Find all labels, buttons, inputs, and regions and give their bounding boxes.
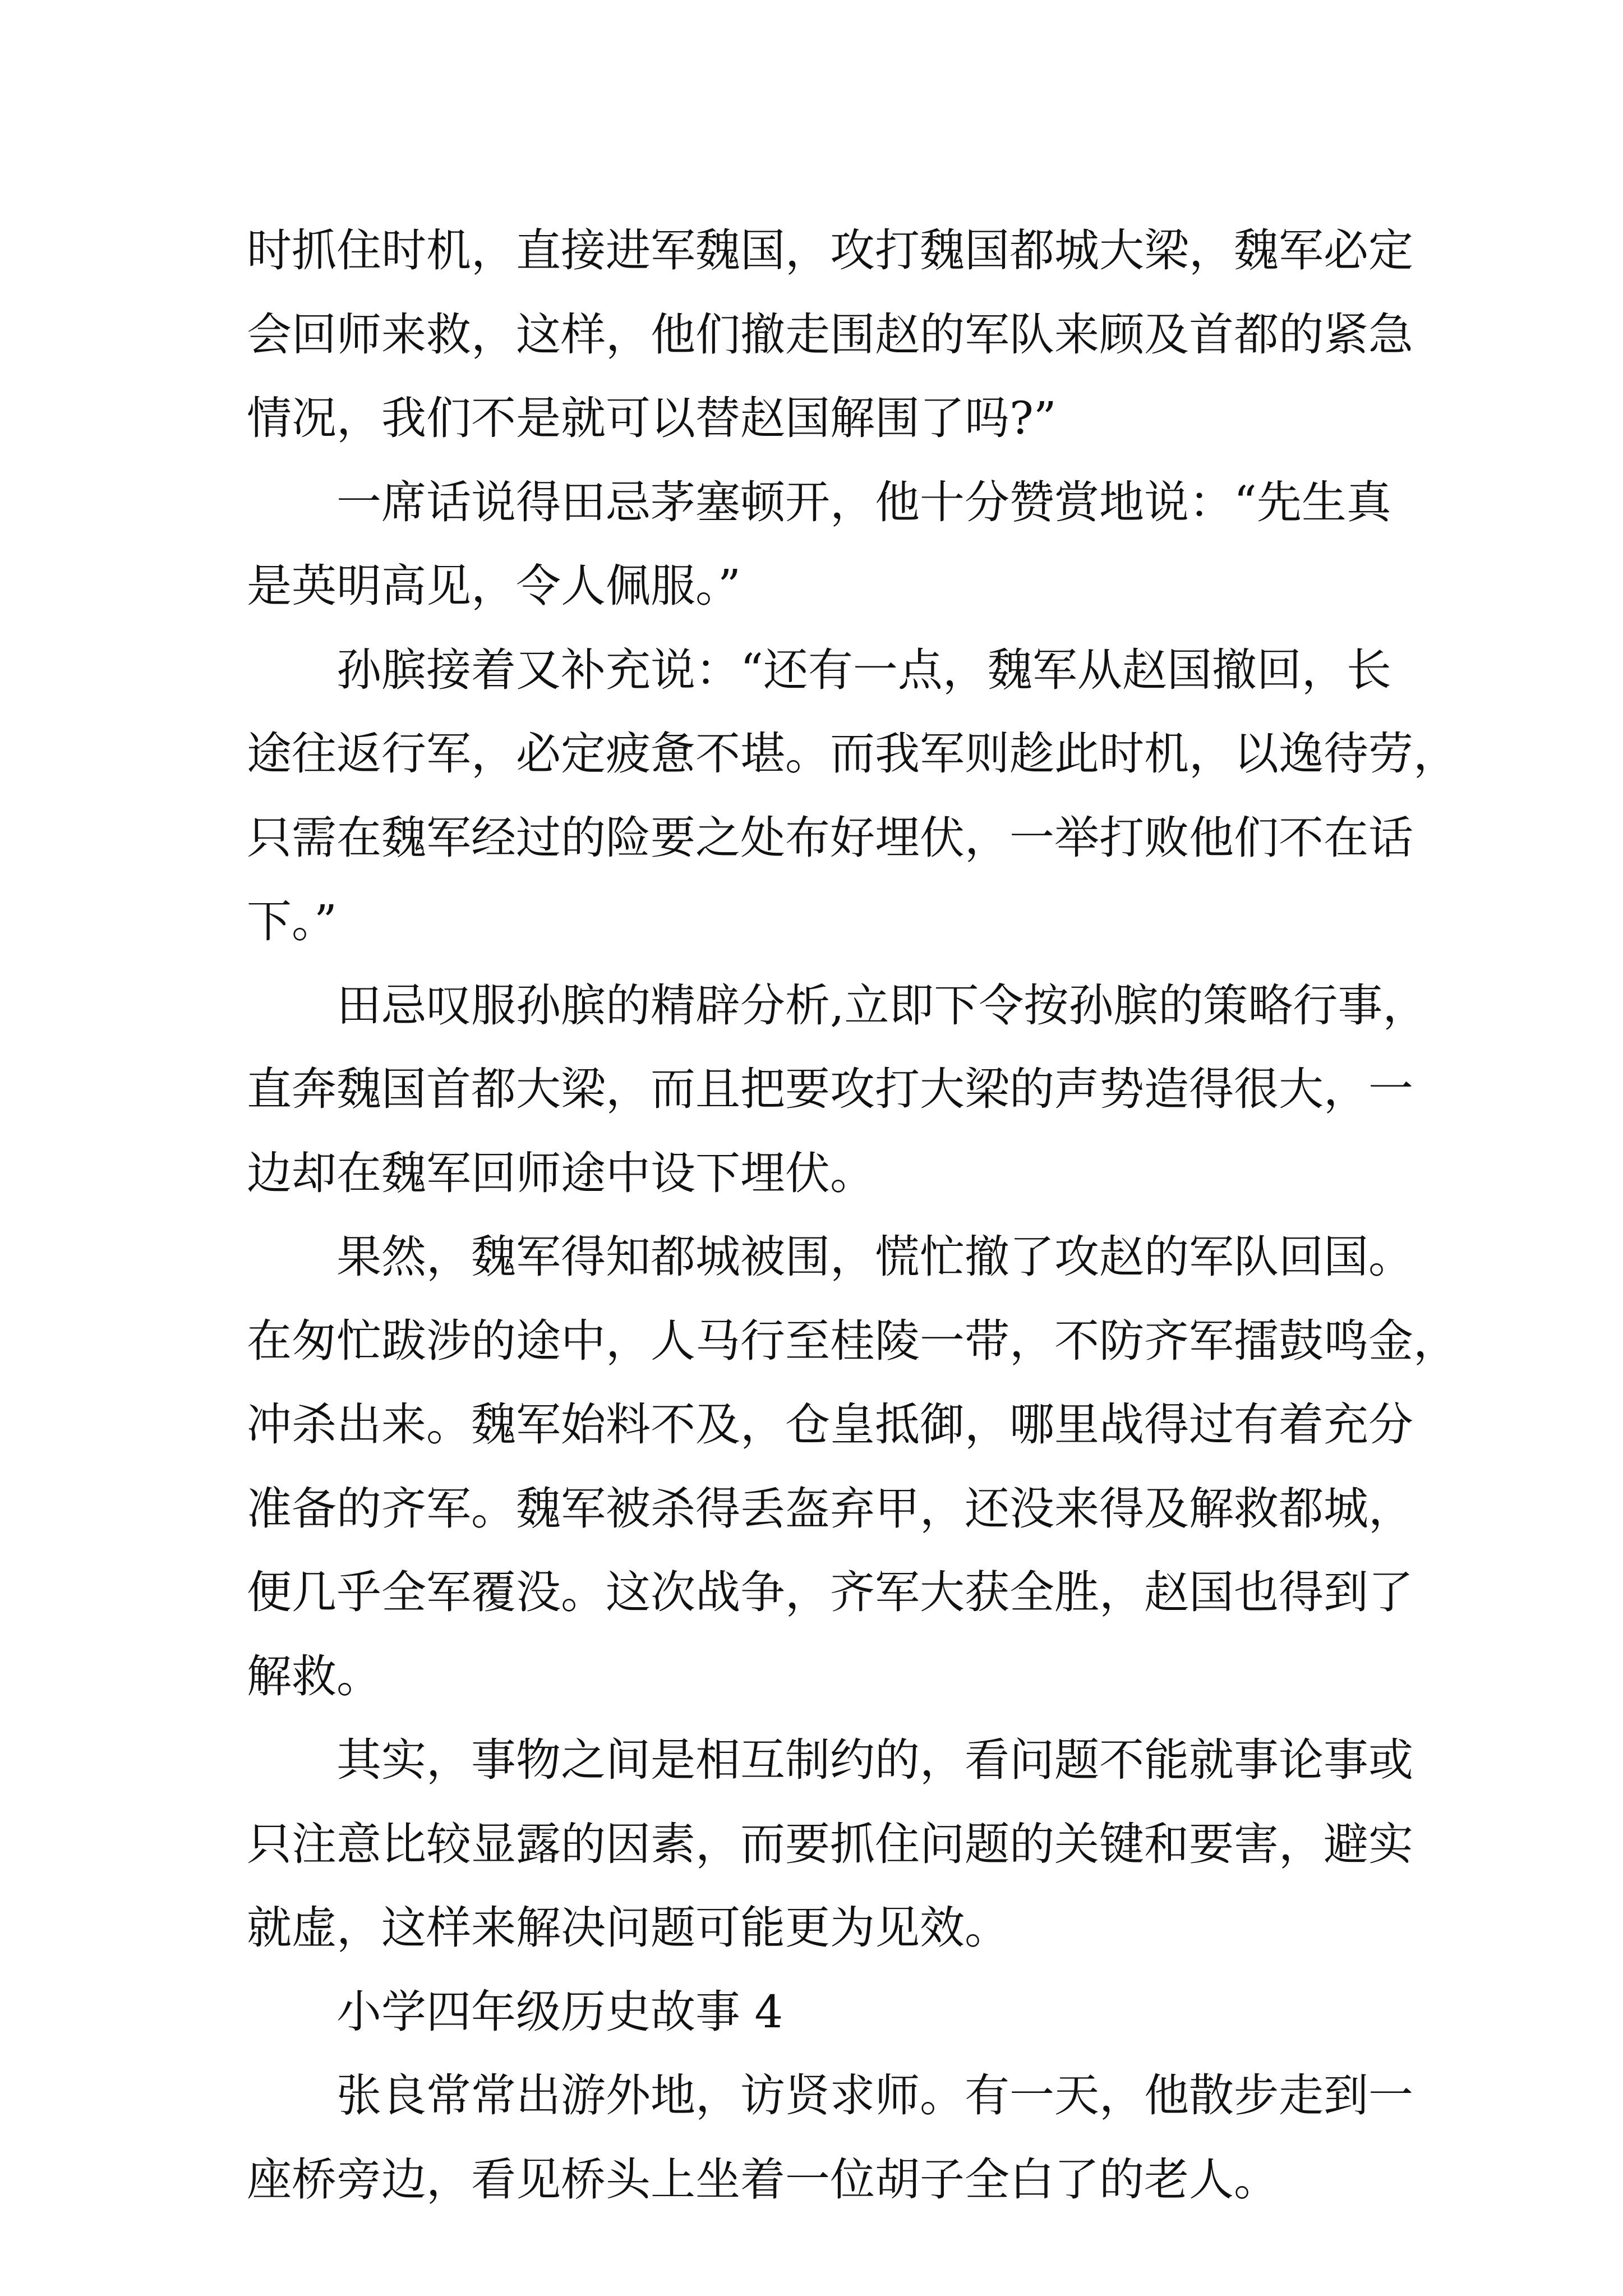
- text-line: 途往返行军，必定疲惫不堪。而我军则趁此时机，以逸待劳，: [247, 728, 1458, 780]
- text-line: 在匆忙跋涉的途中，人马行至桂陵一带，不防齐军擂鼓鸣金，: [247, 1314, 1458, 1367]
- text-line: 只注意比较显露的因素，而要抓住问题的关键和要害，避实: [247, 1818, 1413, 1870]
- text-line: 其实，事物之间是相互制约的，看问题不能就事论事或: [336, 1734, 1413, 1786]
- text-line: 会回师来救，这样，他们撤走围赵的军队来顾及首都的紧急: [247, 308, 1413, 361]
- text-line: 解救。: [247, 1650, 381, 1703]
- text-line: 是英明高见，令人佩服。”: [247, 560, 741, 612]
- text-line: 田忌叹服孙膑的精辟分析,立即下令按孙膑的策略行事，: [336, 979, 1428, 1032]
- section-heading: 小学四年级历史故事 4: [336, 1985, 783, 2038]
- text-line: 直奔魏国首都大梁，而且把要攻打大梁的声势造得很大，一: [247, 1063, 1413, 1115]
- text-line: 孙膑接着又补充说：“还有一点，魏军从赵国撤回，长: [336, 643, 1391, 696]
- text-line: 张良常常出游外地，访贤求师。有一天，他散步走到一: [336, 2069, 1413, 2122]
- text-line: 下。”: [247, 895, 337, 947]
- text-line: 果然，魏军得知都城被围，慌忙撤了攻赵的军队回国。: [336, 1231, 1413, 1283]
- document-body: [247, 209, 1458, 2221]
- text-line: 时抓住时机，直接进军魏国，攻打魏国都城大梁，魏军必定: [247, 224, 1413, 277]
- text-line: 座桥旁边，看见桥头上坐着一位胡子全白了的老人。: [247, 2153, 1279, 2206]
- text-line: 冲杀出来。魏军始料不及，仓皇抵御，哪里战得过有着充分: [247, 1398, 1413, 1451]
- text-line: 情况，我们不是就可以替赵国解围了吗?”: [247, 392, 1057, 444]
- text-line: 准备的齐军。魏军被杀得丢盔弃甲，还没来得及解救都城，: [247, 1482, 1413, 1535]
- text-line: 就虚，这样来解决问题可能更为见效。: [247, 1902, 1009, 1954]
- text-line: 边却在魏军回师途中设下埋伏。: [247, 1147, 875, 1199]
- text-line: 一席话说得田忌茅塞顿开，他十分赞赏地说：“先生真: [336, 476, 1391, 528]
- text-line: 只需在魏军经过的险要之处布好埋伏，一举打败他们不在话: [247, 811, 1413, 864]
- text-line: 便几乎全军覆没。这次战争，齐军大获全胜，赵国也得到了: [247, 1566, 1413, 1618]
